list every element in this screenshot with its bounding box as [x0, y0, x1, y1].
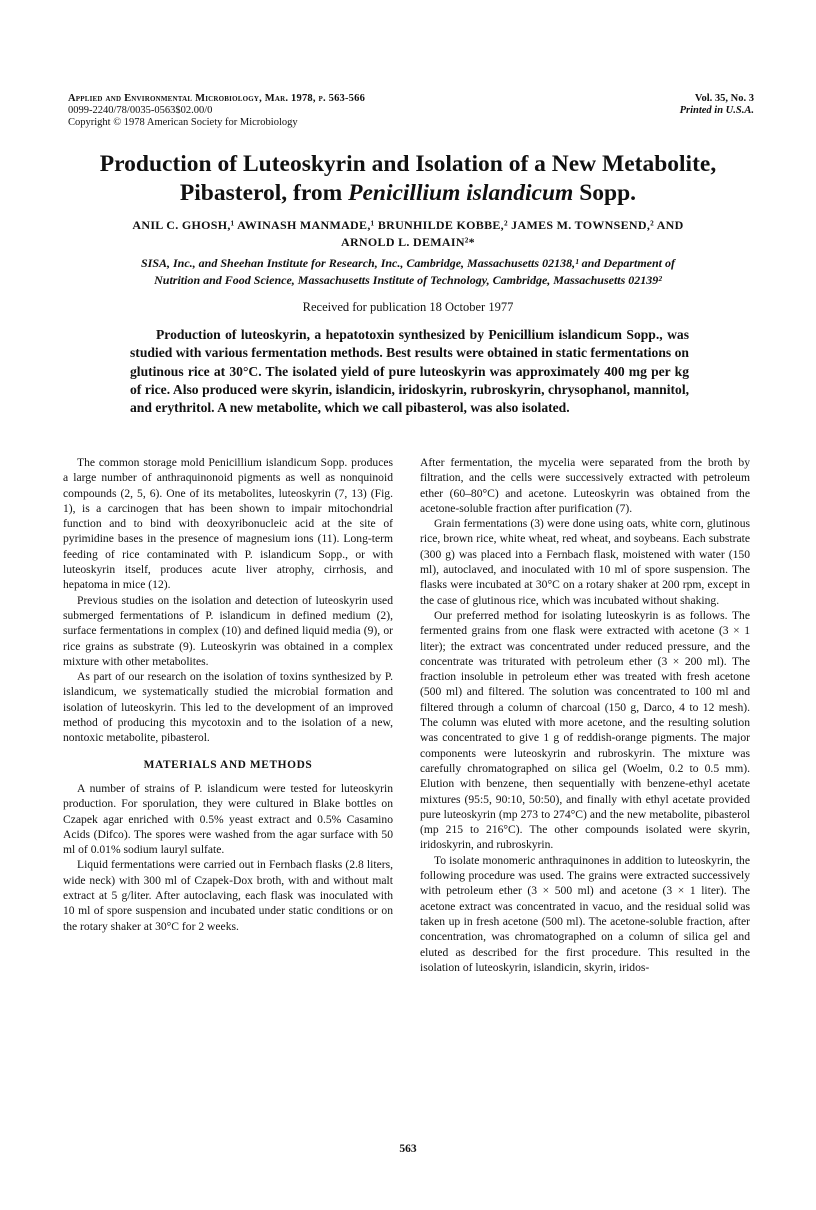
page-number: 563: [399, 1143, 417, 1155]
methods-paragraph-6: To isolate monomeric anthraquinones in addition to luteoskyrin, the following procedure was used. The grains were extracted successively with petroleum ether (3 × 500 ml) and acetone (3 × 1 liter). The acetone extract was concentrated in vacuo, and the residual solid was taken up in fresh acetone (500 ml). The acetone-soluble fraction, after concentration, was chromatographed on a column of silica gel and eluted as described for the first procedure. This resulted in the isolation of luteoskyrin, islandicin, skyrin, iridos-: [420, 853, 750, 974]
running-header: [68, 93, 568, 129]
affiliation-line-2: Nutrition and Food Science, Massachusetts Institute of Technology, Cambridge, Massachusetts 02139²: [154, 273, 662, 287]
intro-paragraph-1: The common storage mold Penicillium islandicum Sopp. produces a large number of anthraquinonoid pigments as well as nonquinoid compounds (2, 5, 6). One of its metabolites, luteoskyrin (7, 13) (Fig. 1), is a carcinogen that has been shown to impair mitochondrial function and to bind with deoxyribonucleic acid at the site of pyrimidine bases in the presence of magnesium ions (11). Long-term feeding of rice contaminated with P. islandicum Sopp., or with luteoskyrin itself, produces acute liver atrophy, cirrhosis, and hepatoma in mice (12).: [63, 456, 393, 592]
methods-paragraph-3: After fermentation, the mycelia were separated from the broth by filtration, and the cells were successively extracted with petroleum ether (60–80°C) and acetone. Luteoskyrin was obtained from the acetone-soluble fraction after purification (7).: [420, 456, 750, 515]
article-code: 0099-2240/78/0035-0563$02.00/0: [68, 105, 213, 116]
authors-line-2: ARNOLD L. DEMAIN²*: [340, 235, 475, 249]
left-column: [63, 455, 393, 934]
authors-line-1: ANIL C. GHOSH,¹ AWINASH MANMADE,¹ BRUNHILDE KOBBE,² JAMES M. TOWNSEND,² AND: [132, 218, 684, 232]
title-line-2-start: Pibasterol, from: [179, 180, 349, 206]
methods-paragraph-1: A number of strains of P. islandicum were tested for luteoskyrin production. For sporulation, they were cultured in Blake bottles on Czapek agar enriched with 0.5% yeast extract and 0.5% Casamino Acids (Difco). The spores were washed from the agar surface with 50 ml of 0.01% sodium lauryl sulfate.: [63, 781, 393, 857]
affiliation-line-1: SISA, Inc., and Sheehan Institute for Research, Inc., Cambridge, Massachusetts 02138,¹ and Department of: [140, 256, 675, 270]
methods-paragraph-2: Liquid fermentations were carried out in Fernbach flasks (2.8 liters, wide neck) with 300 ml of Czapek-Dox broth, with and without malt extract at 5 g/liter. After autoclaving, each flask was inoculated with 10 ml of spore suspension and incubated under static conditions or on the rotary shaker at 30°C for 2 weeks.: [63, 858, 393, 933]
title-line-2-end: Sopp.: [573, 180, 637, 206]
volume-number: Vol. 35, No. 3: [694, 93, 754, 104]
journal-citation: Applied and Environmental Microbiology, Mar. 1978, p. 563-566: [68, 93, 366, 104]
article-title: [50, 150, 766, 208]
methods-paragraph-5: Our preferred method for isolating luteoskyrin is as follows. The fermented grains from one flask were extracted with acetone (3 × 1 liter); the extract was concentrated under reduced pressure, and the concentrate was triturated with petroleum ether (3 × 200 ml). The fraction insoluble in petroleum ether was treated with fresh acetone (500 ml) and filtered. The solution was concentrated to 100 ml and filtered through a column of charcoal (150 g, Darco, 4 to 12 mesh). The column was eluted with more acetone, and the resulting solution was concentrated to give 1 g of reddish-orange pigments. The major components were luteoskyrin and rubroskyrin. The mixture was carefully chromatographed on silica gel (Woelm, 0.2 to 0.5 mm). Elution with benzene, then sequentially with benzene-ethyl acetate mixtures (95:5, 90:10, 50:50), and finally with ethyl acetate provided pure luteoskyrin (mp 273 to 274°C) and the new metabolite, pibasterol (mp 215 to 216°C). The other compounds isolated were skyrin, iridoskyrin, and rubroskyrin.: [420, 608, 750, 852]
title-line-1: Production of Luteoskyrin and Isolation of a New Metabolite,: [99, 151, 717, 177]
abstract: Production of luteoskyrin, a hepatotoxin synthesized by Penicillium islandicum Sopp., was studied with various fermentation methods. Best results were obtained in static fermentations on glutinous rice at 30°C. The isolated yield of pure luteoskyrin was approximately 400 mg per kg of rice. Also produced were skyrin, islandicin, iridoskyrin, rubroskyrin, chrysophanol, mannitol, and erythritol. A new metabolite, which we call pibasterol, was also isolated.: [130, 327, 689, 416]
author-list: [60, 217, 756, 251]
right-column: [420, 455, 750, 975]
affiliations: [60, 255, 756, 289]
volume-info: [680, 93, 754, 117]
methods-paragraph-4: Grain fermentations (3) were done using oats, white corn, glutinous rice, brown rice, white wheat, red wheat, and soybeans. Each substrate (300 g) was placed into a Fernbach flask, moistened with water (150 ml), autoclaved, and inoculated with 10 ml of spore suspension. The flasks were incubated at 30°C on a rotary shaker at 200 rpm, except in the case of glutinous rice, which was incubated without shaking.: [420, 517, 750, 607]
section-heading: MATERIALS AND METHODS: [143, 758, 313, 771]
intro-paragraph-2: Previous studies on the isolation and detection of luteoskyrin used submerged fermentations of P. islandicum in defined medium (2), surface fermentations in complex (10) and defined liquid media (9), or rice grains as substrate (9). Luteoskyrin was obtained in a complex mixture with other metabolites.: [63, 593, 393, 668]
title-species: Penicillium islandicum: [348, 180, 574, 206]
copyright-notice: Copyright © 1978 American Society for Microbiology: [68, 117, 298, 128]
intro-paragraph-3: As part of our research on the isolation of toxins synthesized by P. islandicum, we systematically studied the microbial formation and isolation of luteoskyrin. This led to the development of an improved method of producing this mycotoxin and to the isolation of a new, nontoxic metabolite, pibasterol.: [63, 670, 393, 745]
received-date: Received for publication 18 October 1977: [302, 300, 514, 314]
title-line-2: [50, 179, 766, 208]
printed-in: Printed in U.S.A.: [679, 105, 754, 116]
